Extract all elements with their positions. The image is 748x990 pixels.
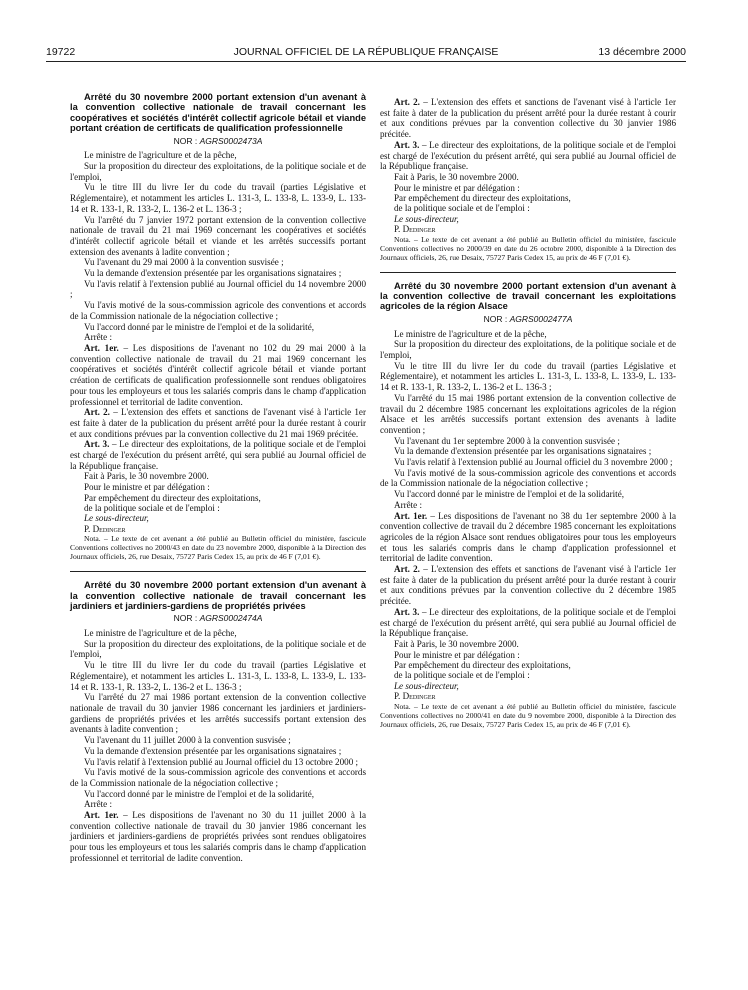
nor-label: NOR : bbox=[483, 313, 508, 324]
article bbox=[70, 439, 366, 471]
article bbox=[70, 343, 366, 407]
preamble-line: Vu l'accord donné par le ministre de l'emploi et de la solidarité, bbox=[394, 489, 624, 500]
signature-role bbox=[380, 214, 676, 224]
preamble-line: Vu l'avenant du 1er septembre 2000 à la convention susvisée ; bbox=[394, 435, 620, 446]
header-rule bbox=[46, 61, 686, 62]
article bbox=[380, 564, 676, 607]
nor-label: NOR : bbox=[173, 135, 198, 146]
signature-line: Pour le ministre et par délégation : bbox=[394, 649, 520, 660]
arrete-heading: Arrête : bbox=[84, 332, 113, 343]
preamble-line: Vu l'avis relatif à l'extension publié au Journal officiel du 13 octobre 2000 ; bbox=[84, 756, 359, 767]
arrete-heading: Arrête : bbox=[394, 499, 423, 510]
preamble-line: Sur la proposition du directeur des exploitations, de la politique sociale et de l'emploi, bbox=[70, 161, 366, 182]
signature-line: Par empêchement du directeur des exploitations, bbox=[394, 193, 571, 204]
right-column bbox=[380, 97, 676, 729]
signature-line: Pour le ministre et par délégation : bbox=[394, 182, 520, 193]
section-divider bbox=[70, 571, 366, 572]
article-label: Art. 2. bbox=[394, 97, 420, 107]
signature-name: P. Dedinger bbox=[394, 224, 436, 235]
article-label: Art. 1er. bbox=[394, 510, 428, 521]
nota-note: Nota. – Le texte de cet avenant a été publié au Bulletin officiel du ministère, fascicule Conventions collectives no 2000/39 en date du 26 octobre 2000, disponible à la Direction des Journaux officiels, 26, rue Desaix, 75727 Paris Cedex 15, au prix de 46 F (7,01 €). bbox=[380, 234, 676, 262]
article bbox=[70, 810, 366, 864]
nor-code: AGRS0002473A bbox=[199, 135, 263, 146]
article-label: Art. 1er. bbox=[84, 810, 119, 821]
article-text: – Le directeur des exploitations, de la politique sociale et de l'emploi est chargé de l'exécution du présent arrêté, qui sera publié au Journal officiel de la République française. bbox=[380, 606, 677, 639]
preamble-line: Le ministre de l'agriculture et de la pêche, bbox=[84, 150, 237, 161]
article bbox=[380, 140, 676, 172]
signature-line: de la politique sociale et de l'emploi : bbox=[84, 502, 220, 513]
preamble-line: Vu l'accord donné par le ministre de l'emploi et de la solidarité, bbox=[84, 321, 314, 332]
article-text: – L'extension des effets et sanctions de l'avenant visé à l'article 1er est faite à dater de la publication du présent arrêté pour la durée restant à courir et aux conditions prévues par la convention collective du 2 décembre 1985 précitée. bbox=[380, 564, 676, 607]
signature-line: de la politique sociale et de l'emploi : bbox=[394, 670, 530, 681]
preamble-line: Le ministre de l'agriculture et de la pêche, bbox=[394, 328, 547, 339]
nor-code: AGRS0002474A bbox=[199, 613, 263, 624]
issue-date: 13 décembre 2000 bbox=[598, 46, 686, 58]
preamble-line: Vu l'avenant du 29 mai 2000 à la convention susvisée ; bbox=[84, 257, 284, 268]
article-text: – Les dispositions de l'avenant no 102 du 29 mai 2000 à la convention collective nationale de travail du 21 mai 1969 concernant les coopératives et sociétés d'intérêt collectif agricole bétail et viande portant création de certificats de qualification professionnelle sont rendues obligatoires pour tous les employeurs et tous les salariés compris dans le champ d'application professionnel et territorial de ladite convention. bbox=[70, 342, 366, 407]
journal-title: JOURNAL OFFICIEL DE LA RÉPUBLIQUE FRANÇAISE bbox=[233, 46, 499, 58]
article bbox=[380, 511, 676, 565]
nota-note: Nota. – Le texte de cet avenant a été publié au Bulletin officiel du ministère, fascicule Conventions collectives no 2000/41 en date du 9 novembre 2000, disponible à la Direction des Journaux officiels, 26, rue Desaix, 75727 Paris Cedex 15, au prix de 46 F (7,01 €). bbox=[380, 701, 676, 729]
article-label: Art. 3. bbox=[394, 139, 420, 150]
arrete-heading: Arrête : bbox=[84, 799, 113, 810]
signature-line: de la politique sociale et de l'emploi : bbox=[394, 203, 530, 214]
decree-title: Arrêté du 30 novembre 2000 portant extension d'un avenant à la convention collective nationale de travail concernant les coopératives et sociétés d'intérêt collectif agricole bétail et viande portant création de certificats de qualification professionnelle bbox=[70, 92, 366, 134]
preamble-line: Vu l'avis motivé de la sous-commission agricole des conventions et accords de la Commission nationale de la négociation collective ; bbox=[70, 767, 366, 788]
decree-2 bbox=[70, 580, 366, 863]
signature-line: Pour le ministre et par délégation : bbox=[84, 482, 210, 493]
preamble-line: Sur la proposition du directeur des exploitations, de la politique sociale et de l'emploi, bbox=[70, 638, 366, 660]
article bbox=[380, 607, 676, 639]
preamble-line: Vu l'avis relatif à l'extension publié au Journal officiel du 14 novembre 2000 ; bbox=[70, 278, 366, 300]
signature-role bbox=[380, 681, 676, 691]
page-number: 19722 bbox=[46, 46, 76, 58]
fait-line: Fait à Paris, le 30 novembre 2000. bbox=[84, 471, 209, 482]
preamble-line: Vu l'avis motivé de la sous-commission agricole des conventions et accords de la Commission nationale de la négociation collective ; bbox=[70, 300, 366, 321]
article-text: – Le directeur des exploitations, de la politique sociale et de l'emploi est chargé de l'exécution du présent arrêté, qui sera publié au Journal officiel de la République française. bbox=[70, 439, 367, 471]
signature-name: P. Dedinger bbox=[394, 691, 436, 702]
article-label: Art. 2. bbox=[394, 564, 420, 575]
signature-role bbox=[70, 513, 366, 523]
signature-block bbox=[380, 183, 676, 235]
signature-role-text: Le sous-directeur, bbox=[394, 213, 459, 224]
article-label: Art. 1er. bbox=[84, 342, 119, 353]
article-label: Art. 3. bbox=[394, 606, 420, 617]
preamble-line: Vu l'avis motivé de la sous-commission agricole des conventions et accords de la Commission nationale de la négociation collective ; bbox=[380, 467, 676, 489]
nor-label: NOR : bbox=[173, 613, 198, 624]
nor-code: AGRS0002477A bbox=[509, 313, 573, 324]
article-text: – Les dispositions de l'avenant no 30 du 11 juillet 2000 à la convention collective nationale de travail du 30 janvier 1986 concernant les jardiniers et jardiniers-gardiens de propriétés privées sont rendues obligatoires pour tous les employeurs et tous les salariés compris dans le champ d'application professionnel et territorial de ladite convention. bbox=[70, 810, 366, 863]
preamble-line: Sur la proposition du directeur des exploitations, de la politique sociale et de l'emploi, bbox=[380, 339, 676, 360]
signature-role-text: Le sous-directeur, bbox=[84, 513, 149, 524]
preamble-line: Vu l'arrêté du 7 janvier 1972 portant extension de la convention collective nationale de travail du 21 mai 1969 concernant les coopératives et sociétés d'intérêt collectif agricole bétail et viande et les arrêtés successifs portant extension des avenants à ladite convention ; bbox=[70, 214, 366, 257]
decree-title: Arrêté du 30 novembre 2000 portant extension d'un avenant à la convention collective de travail concernant les exploitations agricoles de la région Alsace bbox=[380, 280, 676, 312]
preamble-line: Vu l'arrêté du 27 mai 1986 portant extension de la convention collective nationale de travail du 30 janvier 1986 concernant les jardiniers et jardiniers-gardiens de propriétés privées et les arrêtés successifs portant extension des avenants à ladite convention ; bbox=[70, 692, 366, 735]
decree-1 bbox=[70, 92, 366, 561]
decree-2-continued bbox=[380, 97, 676, 262]
nota-note: Nota. – Le texte de cet avenant a été publié au Bulletin officiel du ministère, fascicule Conventions collectives no 2000/43 en date du 23 novembre 2000, disponible à la Direction des Journaux officiels, 26, rue Desaix, 75727 Paris Cedex 15, au prix de 46 F (7,01 €). bbox=[70, 534, 366, 562]
signature-role-text: Le sous-directeur, bbox=[394, 680, 459, 691]
preamble-line: Vu le titre III du livre Ier du code du travail (parties Législative et Réglementaire), et notamment les articles L. 131-3, L. 133-8, L. 133-9, L. 133-14 et R. 133-1, R. 133-2, L. 136-2 et L. 136-3 ; bbox=[70, 660, 366, 692]
article-label: Art. 2. bbox=[84, 407, 110, 418]
signature-name: P. Dedinger bbox=[84, 523, 126, 534]
fait-line: Fait à Paris, le 30 novembre 2000. bbox=[394, 171, 519, 182]
preamble-line: Le ministre de l'agriculture et de la pêche, bbox=[84, 628, 237, 639]
article-label: Art. 3. bbox=[84, 439, 110, 450]
article-text: – Le directeur des exploitations, de la politique sociale et de l'emploi est chargé de l'exécution du présent arrêté, qui sera publié au Journal officiel de la République française. bbox=[380, 139, 677, 172]
article-text: – L'extension des effets et sanctions de l'avenant visé à l'article 1er est faite à dater de la publication du présent arrêté pour la durée restant à courir et aux conditions prévues par la convention collective du 30 janvier 1986 précitée. bbox=[380, 97, 676, 140]
signature-line: Par empêchement du directeur des exploitations, bbox=[84, 492, 261, 503]
preamble-line: Vu la demande d'extension présentée par les organisations signataires ; bbox=[84, 745, 342, 756]
signature-block bbox=[70, 482, 366, 534]
article bbox=[380, 97, 676, 140]
decree-3 bbox=[380, 281, 676, 729]
nor-reference bbox=[380, 314, 676, 325]
preamble-line: Vu la demande d'extension présentée par les organisations signataires ; bbox=[84, 268, 342, 279]
page-header bbox=[46, 46, 686, 60]
nor-reference bbox=[70, 613, 366, 624]
signature-block bbox=[380, 650, 676, 702]
article-text: – Les dispositions de l'avenant no 38 du 1er septembre 2000 à la convention collective de travail du 2 décembre 1985 concernant les exploitations agricoles de la région Alsace sont rendues obligatoires pour tous les employeurs et tous les salariés compris dans le champ d'application professionnel et territorial de ladite convention. bbox=[380, 510, 676, 564]
article bbox=[70, 407, 366, 439]
fait-line: Fait à Paris, le 30 novembre 2000. bbox=[394, 638, 519, 649]
article-text: – L'extension des effets et sanctions de l'avenant visé à l'article 1er est faite à dater de la publication du présent arrêté pour la durée restant à courir et aux conditions prévues par la convention collective du 21 mai 1969 précitée. bbox=[70, 407, 366, 439]
nor-reference bbox=[70, 136, 366, 147]
preamble-line: Vu le titre III du livre Ier du code du travail (parties Législative et Réglementaire), et notamment les articles L. 131-3, L. 133-8, L. 133-9, L. 133-14 et R. 133-1, R. 133-2, L. 136-2 et L. 136-3 ; bbox=[70, 182, 366, 214]
signature-line: Par empêchement du directeur des exploitations, bbox=[394, 660, 571, 671]
preamble-line: Vu la demande d'extension présentée par les organisations signataires ; bbox=[394, 446, 652, 457]
left-column bbox=[70, 92, 366, 864]
preamble-line: Vu le titre III du livre Ier du code du travail (parties Législative et Réglementaire), et notamment les articles L. 131-3, L. 133-8, L. 133-9, L. 133-14 et R. 133-1, R. 133-2, L. 136-2 et L. 136-3 ; bbox=[380, 360, 676, 393]
preamble-line: Vu l'avis relatif à l'extension publié au Journal officiel du 3 novembre 2000 ; bbox=[394, 457, 673, 468]
section-divider bbox=[380, 272, 676, 273]
preamble-line: Vu l'arrêté du 15 mai 1986 portant extension de la convention collective de travail du 2 décembre 1985 concernant les exploitations agricoles de la région Alsace et les arrêtés successifs portant extension des avenants à ladite convention ; bbox=[380, 392, 676, 435]
preamble-line: Vu l'accord donné par le ministre de l'emploi et de la solidarité, bbox=[84, 788, 314, 799]
decree-title: Arrêté du 30 novembre 2000 portant extension d'un avenant à la convention collective nationale de travail concernant les jardiniers et jardiniers-gardiens de propriétés privées bbox=[70, 580, 366, 611]
preamble-line: Vu l'avenant du 11 juillet 2000 à la convention susvisée ; bbox=[84, 735, 291, 746]
